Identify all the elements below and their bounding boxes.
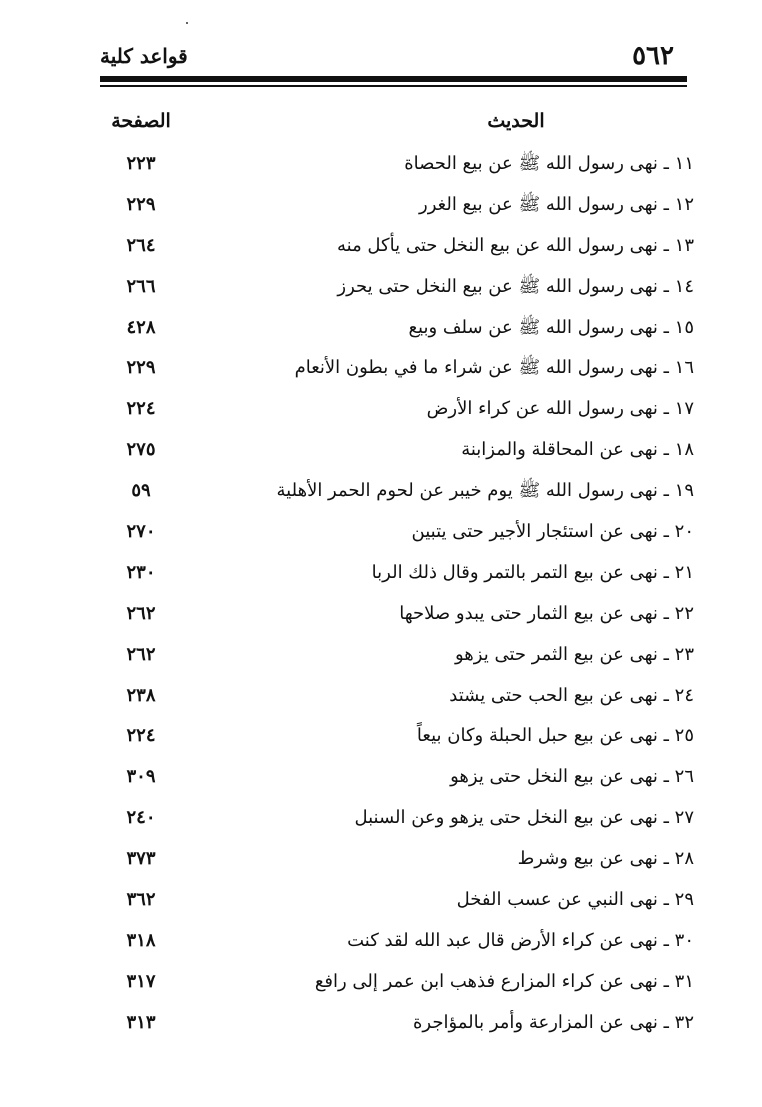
hadith-text: ٢٥ ـ نهى عن بيع حبل الحبلة وكان بيعاً — [416, 725, 694, 747]
page-ref: ٢٢٩ — [126, 357, 156, 379]
index-row — [100, 635, 700, 676]
page-ref: ٢٦٤ — [126, 234, 156, 256]
index-row — [100, 798, 700, 839]
index-row — [100, 308, 700, 349]
page-ref: ٢٧٥ — [126, 439, 156, 461]
index-row — [100, 921, 700, 962]
hadith-text: ٢٨ ـ نهى عن بيع وشرط — [517, 848, 694, 870]
index-row — [100, 553, 700, 594]
page-ref: ٢٣٨ — [126, 684, 156, 706]
page-ref: ٢٢٣ — [126, 153, 156, 174]
page-ref: ٢٤٠ — [126, 807, 156, 829]
hadith-text: ١٧ ـ نهى رسول الله عن كراء الأرض — [426, 398, 694, 420]
index-row — [100, 389, 700, 430]
index-row — [100, 512, 700, 553]
page-ref: ٢٢٤ — [126, 725, 156, 747]
index-row — [100, 144, 700, 185]
hadith-text: ١٣ ـ نهى رسول الله عن بيع النخل حتى يأكل منه — [336, 234, 694, 256]
page-ref: ٥٩ — [131, 480, 151, 502]
index-table — [100, 144, 700, 1044]
hadith-text: ٢٠ ـ نهى عن استئجار الأجير حتى يتبين — [411, 521, 694, 543]
header-rule-thick — [100, 76, 687, 82]
hadith-text: ١٨ ـ نهى عن المحاقلة والمزابنة — [461, 439, 694, 461]
hadith-text: ١٩ ـ نهى رسول الله ﷺ يوم خيبر عن لحوم الحمر الأهلية — [276, 480, 694, 502]
page-number: ٥٦٢ — [632, 41, 674, 71]
page-ref: ٢٢٩ — [126, 193, 156, 215]
hadith-text: ٢٤ ـ نهى عن بيع الحب حتى يشتد — [449, 684, 694, 706]
index-row — [100, 594, 700, 635]
page-ref: ٣١٨ — [126, 929, 156, 951]
page-ref: ٣١٣ — [126, 1011, 156, 1033]
page-column-header: الصفحة — [111, 110, 171, 132]
hadith-text: ٢٧ ـ نهى عن بيع النخل حتى يزهو وعن السنبل — [354, 807, 694, 829]
page-ref: ٣٦٢ — [126, 889, 156, 911]
hadith-text: ٣٠ ـ نهى عن كراء الأرض قال عبد الله لقد كنت — [347, 929, 694, 951]
header-rule-thin — [100, 85, 687, 87]
hadith-text: ٣١ ـ نهى عن كراء المزارع فذهب ابن عمر إلى رافع — [314, 970, 694, 992]
index-row — [100, 471, 700, 512]
index-row — [100, 962, 700, 1003]
index-row — [100, 267, 700, 308]
index-row — [100, 716, 700, 757]
page-ref: ٣٧٣ — [126, 848, 156, 870]
hadith-text: ٢٩ ـ نهى النبي عن عسب الفخل — [456, 889, 694, 911]
hadith-column-header: الحديث — [487, 110, 545, 132]
hadith-text: ٣٢ ـ نهى عن المزارعة وأمر بالمؤاجرة — [412, 1011, 694, 1033]
index-row — [100, 226, 700, 267]
hadith-text: ٢٦ ـ نهى عن بيع النخل حتى يزهو — [450, 766, 694, 788]
print-speck — [186, 22, 188, 24]
index-row — [100, 1003, 700, 1044]
page-ref: ٢٢٤ — [126, 398, 156, 420]
index-row — [100, 757, 700, 798]
index-row — [100, 839, 700, 880]
page-ref: ٤٢٨ — [126, 316, 156, 338]
hadith-text: ١٤ ـ نهى رسول الله ﷺ عن بيع النخل حتى يحرز — [337, 275, 694, 297]
hadith-text: ٢٢ ـ نهى عن بيع الثمار حتى يبدو صلاحها — [399, 602, 694, 624]
index-row — [100, 185, 700, 226]
hadith-text: ١٥ ـ نهى رسول الله ﷺ عن سلف وبيع — [408, 316, 694, 338]
index-row — [100, 676, 700, 717]
page-ref: ٢٧٠ — [126, 521, 156, 543]
page-ref: ٢٣٠ — [126, 561, 156, 583]
hadith-text: ٢٣ ـ نهى عن بيع الثمر حتى يزهو — [455, 643, 694, 665]
index-row — [100, 348, 700, 389]
page-ref: ٢٦٢ — [126, 602, 156, 624]
page-ref: ٢٦٢ — [126, 643, 156, 665]
index-row — [100, 880, 700, 921]
hadith-text: ١٢ ـ نهى رسول الله ﷺ عن بيع الغرر — [419, 193, 694, 215]
index-row — [100, 430, 700, 471]
hadith-text: ١٦ ـ نهى رسول الله ﷺ عن شراء ما في بطون الأنعام — [294, 357, 694, 379]
hadith-text: ١١ ـ نهى رسول الله ﷺ عن بيع الحصاة — [404, 153, 694, 174]
book-title: قواعد كلية — [100, 44, 188, 68]
hadith-text: ٢١ ـ نهى عن بيع التمر بالتمر وقال ذلك الربا — [371, 561, 694, 583]
page-ref: ٣١٧ — [126, 970, 156, 992]
page-ref: ٢٦٦ — [126, 275, 156, 297]
running-head — [100, 38, 680, 74]
page-ref: ٣٠٩ — [126, 766, 156, 788]
